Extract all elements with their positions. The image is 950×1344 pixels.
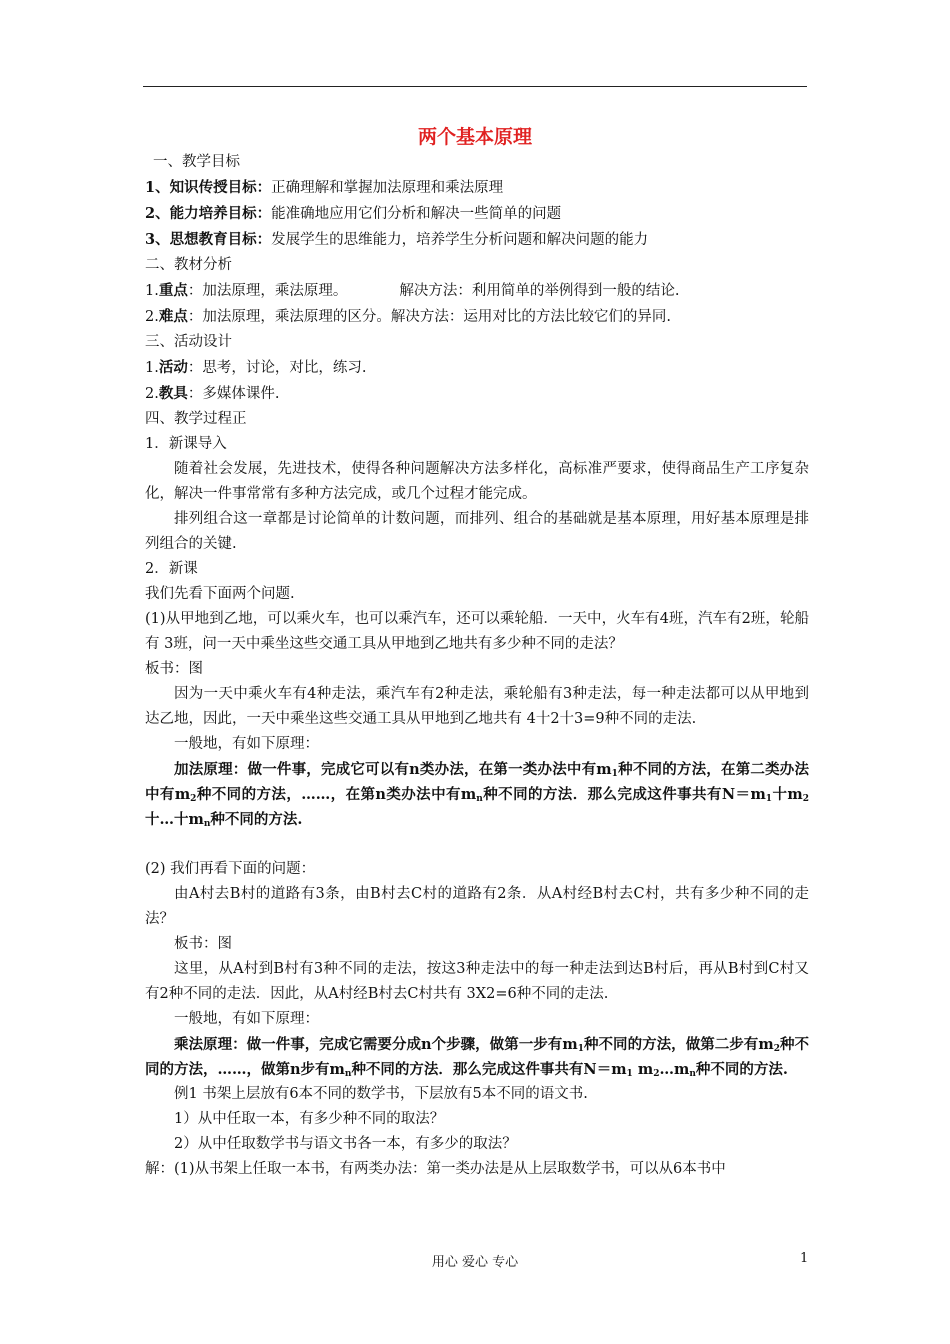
question-2: 由A村去B村的道路有3条，由B村去C村的道路有2条．从A村经B村去C村，共有多少种不同的走法？ bbox=[145, 886, 809, 927]
header-rule bbox=[143, 86, 807, 87]
goal-label: 2、能力培养目标： bbox=[145, 205, 272, 222]
activity-item: 2.教具：多媒体课件. bbox=[145, 385, 280, 402]
goal-item bbox=[145, 175, 809, 201]
board-note: 板书：图 bbox=[174, 936, 232, 952]
question-1: (1)从甲地到乙地，可以乘火车，也可以乘汽车，还可以乘轮船．一天中，火车有4班，汽车有2班，轮船有 3班，问一天中乘坐这些交通工具从甲地到乙地共有多少种不同的走法？ bbox=[145, 611, 809, 652]
analysis-item: 2.难点：加法原理，乘法原理的区分。解决方法：运用对比的方法比较它们的异同. bbox=[145, 308, 671, 325]
activity-item: 1.活动：思考，讨论，对比，练习. bbox=[145, 359, 367, 376]
paragraph: 排列组合这一章都是讨论简单的计数问题，而排列、组合的基础就是基本原理，用好基本原理是排列组合的关键. bbox=[145, 511, 809, 552]
board-note: 板书：图 bbox=[145, 661, 203, 677]
goal-text: 发展学生的思维能力，培养学生分析问题和解决问题的能力 bbox=[271, 232, 649, 248]
subsection-heading: 2．新课 bbox=[145, 561, 198, 577]
analysis-item: 1.重点：加法原理，乘法原理。 解决方法：利用简单的举例得到一般的结论. bbox=[145, 282, 680, 299]
goal-text: 正确理解和掌握加法原理和乘法原理 bbox=[271, 180, 504, 196]
example-question: 1）从中任取一本，有多少种不同的取法？ bbox=[174, 1111, 445, 1127]
paragraph: 这里，从A村到B村有3种不同的走法，按这3种走法中的每一种走法到达B村后，再从B村到C村又有2种不同的走法．因此，从A村经B村去C村共有 3X2=6种不同的走法. bbox=[145, 961, 809, 1002]
question-2-heading: (2) 我们再看下面的问题： bbox=[145, 861, 316, 877]
addition-principle: 加法原理：做一件事，完成它可以有n类办法，在第一类办法中有$m_1$种不同的方法，在第二类办法中有$m_2$种不同的方法，……，在第n类办法中有$m_n$种不同的方法．那么完成这件事共有$N=m_1$十$m_2$十…十$m_n$种不同的方法. bbox=[145, 761, 810, 829]
goal-item bbox=[145, 201, 809, 227]
multiplication-principle: 乘法原理：做一件事，完成它需要分成n个步骤，做第一步有$m_1$种不同的方法，做第二步有$m_2$种不同的方法，……，做第n步有$m_n$种不同的方法．那么完成这件事共有$N=m_1$ $m_2\dots m_n$种不同的方法. bbox=[145, 1036, 810, 1079]
section-heading: 二、教材分析 bbox=[145, 257, 232, 273]
goal-text: 能准确地应用它们分析和解决一些简单的问题 bbox=[271, 206, 562, 222]
section-heading: 一、教学目标 bbox=[153, 154, 240, 170]
goal-label: 1、知识传授目标： bbox=[145, 179, 272, 196]
paragraph: 随着社会发展，先进技术，使得各种问题解决方法多样化，高标准严要求，使得商品生产工序复杂化，解决一件事常常有多种方法完成，或几个过程才能完成。 bbox=[145, 461, 809, 502]
goal-label: 3、思想教育目标： bbox=[145, 231, 272, 248]
paragraph: 我们先看下面两个问题. bbox=[145, 586, 295, 602]
document-body bbox=[145, 150, 809, 1182]
solution: 解：(1)从书架上任取一本书，有两类办法：第一类办法是从上层取数学书，可以从6本书中 bbox=[145, 1161, 726, 1177]
section-heading: 四、教学过程正 bbox=[145, 411, 247, 427]
example-1: 例1 书架上层放有6本不同的数学书，下层放有5本不同的语文书. bbox=[174, 1086, 588, 1102]
paragraph: 因为一天中乘火车有4种走法，乘汽车有2种走法，乘轮船有3种走法，每一种走法都可以从甲地到达乙地，因此，一天中乘坐这些交通工具从甲地到乙地共有 4十2十3=9种不同的走法. bbox=[145, 686, 809, 727]
page-title: 两个基本原理 bbox=[417, 126, 532, 148]
example-question: 2）从中任取数学书与语文书各一本，有多少的取法？ bbox=[174, 1136, 517, 1152]
subsection-heading: 1．新课导入 bbox=[145, 436, 227, 452]
footer-slogan: 用心 爱心 专心 bbox=[431, 1255, 519, 1270]
page-number: 1 bbox=[800, 1251, 809, 1266]
paragraph: 一般地，有如下原理： bbox=[174, 736, 319, 752]
goal-item bbox=[145, 227, 809, 253]
paragraph: 一般地，有如下原理： bbox=[174, 1011, 319, 1027]
section-heading: 三、活动设计 bbox=[145, 334, 232, 350]
